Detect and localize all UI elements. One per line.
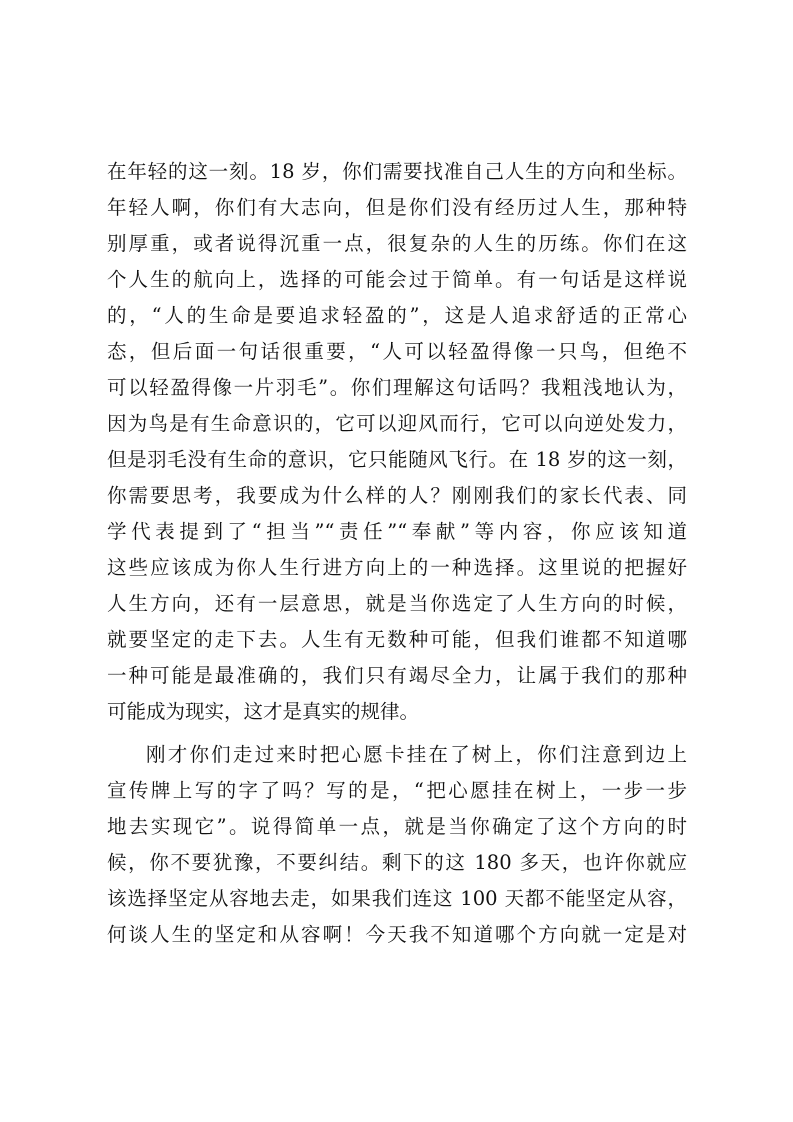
- text-line: 一种可能是最准确的，我们只有竭尽全力，让属于我们的那种: [107, 664, 687, 687]
- text-line: 可能成为现实，这才是真实的规律。: [107, 700, 420, 723]
- paragraph-2: [107, 737, 687, 953]
- text-line: 在年轻的这一刻。18 岁，你们需要找准自己人生的方向和坐标。: [107, 160, 687, 183]
- text-line: 该选择坚定从容地去走，如果我们连这 100 天都不能坚定从容，: [107, 887, 687, 910]
- text-line: 年轻人啊，你们有大志向，但是你们没有经历过人生，那种特: [107, 196, 687, 219]
- text-line: 态，但后面一句话很重要，“人可以轻盈得像一只鸟，但绝不: [107, 340, 687, 363]
- paragraph-1: [107, 154, 687, 730]
- text-line: 的，“人的生命是要追求轻盈的”，这是人追求舒适的正常心: [107, 304, 687, 327]
- text-line: 人生方向，还有一层意思，就是当你选定了人生方向的时候，: [107, 592, 687, 615]
- text-line: 地去实现它”。说得简单一点，就是当你确定了这个方向的时: [107, 815, 687, 838]
- text-line: 何谈人生的坚定和从容啊！今天我不知道哪个方向就一定是对: [107, 923, 687, 946]
- text-line: 别厚重，或者说得沉重一点，很复杂的人生的历练。你们在这: [107, 232, 687, 255]
- body-text: [107, 154, 687, 953]
- text-line: 刚才你们走过来时把心愿卡挂在了树上，你们注意到边上: [146, 743, 687, 766]
- text-line: 个人生的航向上，选择的可能会过于简单。有一句话是这样说: [107, 268, 687, 291]
- text-line: 宣传牌上写的字了吗？写的是，“把心愿挂在树上，一步一步: [107, 779, 687, 802]
- text-line: 因为鸟是有生命意识的，它可以迎风而行，它可以向逆处发力，: [107, 412, 687, 435]
- text-line: 但是羽毛没有生命的意识，它只能随风飞行。在 18 岁的这一刻，: [107, 448, 687, 471]
- text-line: 你需要思考，我要成为什么样的人？刚刚我们的家长代表、同: [107, 484, 687, 507]
- text-line: 候，你不要犹豫，不要纠结。剩下的这 180 多天，也许你就应: [107, 851, 687, 874]
- text-line: 学代表提到了“担当”“责任”“奉献”等内容，你应该知道: [107, 520, 687, 543]
- paragraph-spacer: [107, 730, 687, 737]
- text-line: 就要坚定的走下去。人生有无数种可能，但我们谁都不知道哪: [107, 628, 687, 651]
- text-line: 这些应该成为你人生行进方向上的一种选择。这里说的把握好: [107, 556, 687, 579]
- text-line: 可以轻盈得像一片羽毛”。你们理解这句话吗？我粗浅地认为，: [107, 376, 687, 399]
